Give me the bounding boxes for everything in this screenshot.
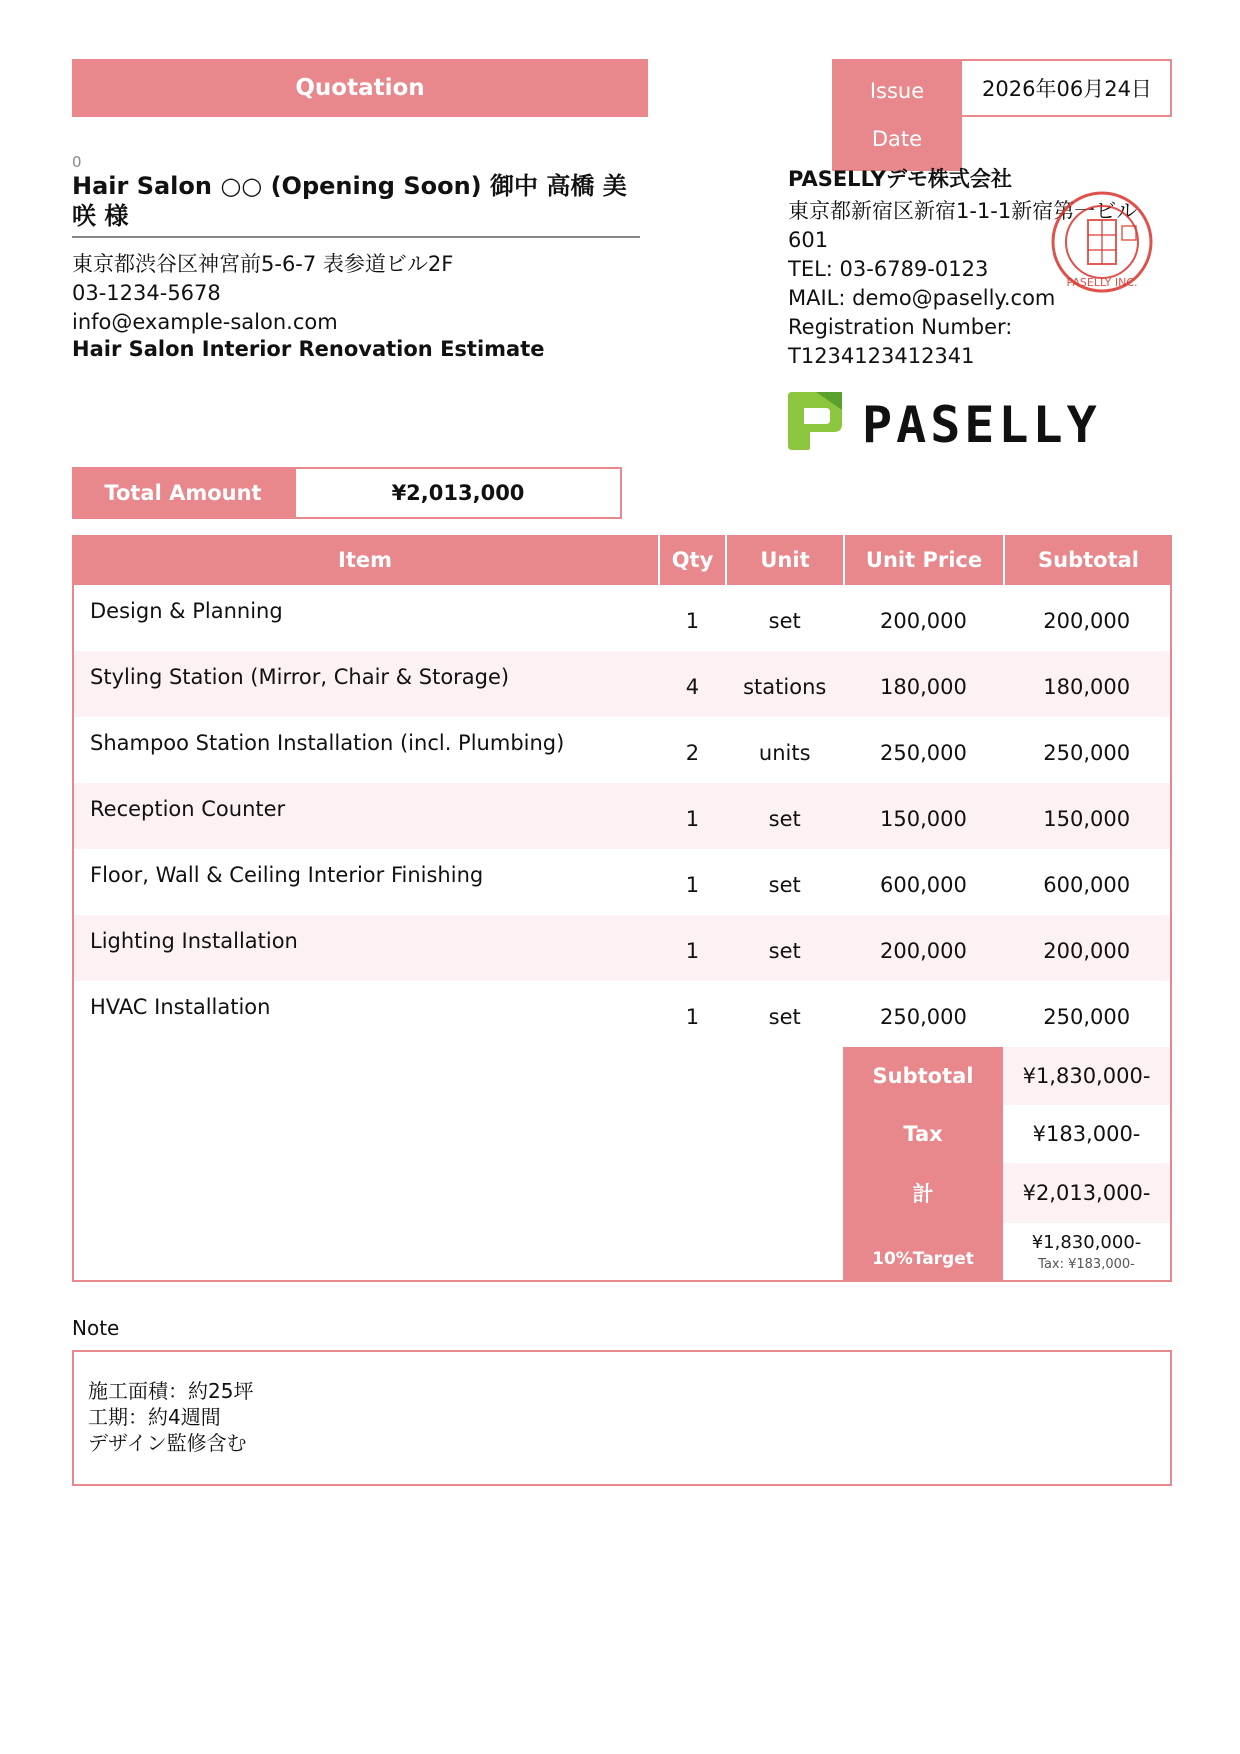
- header-subtotal: Subtotal: [1005, 535, 1172, 585]
- note-line: デザイン監修含む: [88, 1431, 247, 1455]
- document-title: Quotation: [72, 59, 648, 117]
- issuer-mail: MAIL: demo@paselly.com: [788, 286, 1056, 310]
- table-row: [74, 981, 1170, 1047]
- issuer-tel: TEL: 03-6789-0123: [788, 257, 989, 281]
- issuer-address-2: 601: [788, 228, 829, 252]
- recipient-name: Hair Salon ○○ (Opening Soon) 御中 高橋 美咲 様: [72, 172, 627, 230]
- summary-tax-label: Tax: [843, 1105, 1003, 1163]
- summary-subtotal-value: ¥1,830,000-: [1003, 1047, 1170, 1105]
- cell-qty: 1: [685, 807, 700, 831]
- cell-item: Floor, Wall & Ceiling Interior Finishing: [90, 863, 484, 887]
- cell-qty: 4: [685, 675, 700, 699]
- seal-text: PASELLY INC.: [1066, 276, 1138, 289]
- cell-qty: 1: [685, 1005, 700, 1029]
- recipient-info: [72, 250, 453, 337]
- cell-item: Shampoo Station Installation (incl. Plumbing): [90, 731, 565, 755]
- cell-subtotal: 600,000: [1043, 873, 1131, 897]
- summary-target-label: 10%Target: [843, 1223, 1003, 1280]
- note-line: 工期：約4週間: [88, 1405, 221, 1429]
- cell-subtotal: 250,000: [1043, 1005, 1131, 1029]
- summary-total-label: 計: [843, 1163, 1003, 1223]
- cell-qty: 1: [685, 873, 700, 897]
- cell-item: Design & Planning: [90, 599, 283, 623]
- issuer-company: PASELLYデモ株式会社: [788, 167, 1012, 191]
- table-row: [74, 783, 1170, 849]
- note-box: [72, 1350, 1172, 1486]
- cell-qty: 1: [685, 609, 700, 633]
- table-row: [74, 849, 1170, 915]
- issue-label-line-2: Date: [871, 127, 923, 151]
- cell-item: Lighting Installation: [90, 929, 298, 953]
- issue-label-line-1: Issue: [869, 79, 925, 103]
- summary-tax-value: ¥183,000-: [1032, 1122, 1141, 1146]
- recipient-divider: [72, 236, 640, 238]
- summary-subtotal-row: [843, 1047, 1170, 1105]
- cell-unit-price: 600,000: [880, 873, 967, 897]
- cell-unit-price: 180,000: [880, 675, 967, 699]
- table-row: [74, 651, 1170, 717]
- summary-target-row: [843, 1223, 1170, 1280]
- cell-item: HVAC Installation: [90, 995, 271, 1019]
- total-amount-label: Total Amount: [72, 467, 294, 519]
- cell-item: Styling Station (Mirror, Chair & Storage): [90, 665, 510, 689]
- summary-target-value: ¥1,830,000-: [1031, 1231, 1142, 1253]
- cell-subtotal: 180,000: [1043, 675, 1131, 699]
- summary-target-cell: [1003, 1223, 1170, 1280]
- header-unit-price: Unit Price: [845, 535, 1005, 585]
- quotation-subject: Hair Salon Interior Renovation Estimate: [72, 337, 545, 361]
- cell-subtotal: 250,000: [1043, 741, 1131, 765]
- recipient-email: info@example-salon.com: [72, 310, 338, 334]
- cell-unit-price: 150,000: [880, 807, 967, 831]
- cell-subtotal: 150,000: [1043, 807, 1131, 831]
- cell-unit: units: [758, 741, 811, 765]
- table-row: [74, 915, 1170, 981]
- cell-item: Reception Counter: [90, 797, 286, 821]
- cell-unit: set: [768, 1005, 801, 1029]
- cell-subtotal: 200,000: [1043, 609, 1131, 633]
- cell-unit: set: [768, 939, 801, 963]
- cell-unit-price: 250,000: [880, 1005, 967, 1029]
- table-row: [74, 585, 1170, 651]
- company-seal-icon: [1050, 190, 1154, 294]
- cell-unit: set: [768, 609, 801, 633]
- cell-subtotal: 200,000: [1043, 939, 1131, 963]
- recipient-address: 東京都渋谷区神宮前5-6-7 表参道ビル2F: [72, 252, 454, 276]
- table-header: [72, 535, 1172, 585]
- table-row: [74, 717, 1170, 783]
- note-line: 施工面積：約25坪: [88, 1379, 254, 1403]
- summary-total-row: [843, 1163, 1170, 1223]
- cell-qty: 1: [685, 939, 700, 963]
- cell-unit: set: [768, 807, 801, 831]
- issue-date-label: [832, 59, 962, 171]
- logo-text: PASELLY: [862, 396, 1101, 452]
- recipient-phone: 03-1234-5678: [72, 281, 221, 305]
- cell-unit: stations: [743, 675, 827, 699]
- issuer-reg-number: T1234123412341: [788, 344, 975, 368]
- recipient-number: 0: [72, 153, 82, 171]
- cell-unit-price: 200,000: [880, 939, 967, 963]
- header-unit: Unit: [727, 535, 845, 585]
- issue-date-value: 2026年06月24日: [982, 77, 1152, 101]
- issuer-reg-label: Registration Number:: [788, 315, 1013, 339]
- cell-unit-price: 200,000: [880, 609, 967, 633]
- summary-subtotal-label: Subtotal: [843, 1047, 1003, 1105]
- paselly-logo: [786, 390, 1116, 452]
- note-title: Note: [72, 1316, 120, 1340]
- total-amount-value: ¥2,013,000: [294, 467, 622, 519]
- summary-target-tax: Tax: ¥183,000-: [1038, 1256, 1135, 1272]
- summary-total-value: ¥2,013,000-: [1003, 1163, 1170, 1223]
- cell-unit: set: [768, 873, 801, 897]
- issuer-address-1: 東京都新宿区新宿1-1-1新宿第一ビル: [788, 199, 1138, 223]
- header-item: Item: [72, 535, 660, 585]
- cell-qty: 2: [685, 741, 700, 765]
- cell-unit-price: 250,000: [880, 741, 967, 765]
- header-qty: Qty: [660, 535, 727, 585]
- summary-tax-row: [843, 1105, 1170, 1163]
- table-body: [74, 585, 1170, 1047]
